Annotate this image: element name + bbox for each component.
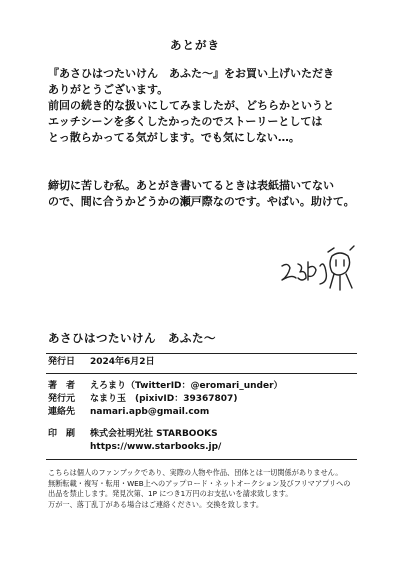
colophon-label: 発行日 [48, 357, 76, 367]
afterword-title: あとがき [170, 38, 220, 52]
colophon-value: 株式会社明光社 STARBOOKS [90, 429, 218, 439]
afterword-paragraph-1 [48, 66, 334, 98]
colophon-contact [48, 407, 209, 418]
colophon-printer [48, 429, 218, 440]
afterword-line: とっ散らかってる気がします。でも気にしない…。 [48, 131, 300, 144]
afterword-line: 『あさひはつたいけん あふた〜』をお買い上げいただき [48, 67, 334, 80]
afterword-line: 前回の続き的な扱いにしてみましたが、どちらかというと [48, 99, 334, 112]
author-signature [278, 244, 358, 294]
afterword-line: 締切に苦しむ私。あとがき書いてるときは表紙描いてない [48, 179, 334, 192]
colophon-published [48, 357, 155, 368]
colophon-label: 連絡先 [48, 407, 76, 417]
afterword-line: エッチシーンを多くしたかったのでストーリーとしては [48, 115, 323, 128]
book-title: あさひはつたいけん あふた〜 [48, 331, 216, 345]
colophon-value: namari.apb@gmail.com [90, 407, 210, 417]
divider [46, 459, 357, 460]
colophon-printer-url [48, 442, 221, 453]
colophon-value: えろまり（TwitterID：@eromari_under） [90, 381, 283, 391]
disclaimer-line: 万が一、落丁乱丁がある場合はご連絡ください。交換を致します。 [48, 499, 264, 509]
colophon-value: 2024年6月2日 [90, 357, 155, 367]
colophon-label: 発行元 [48, 394, 76, 404]
colophon-label: 著 者 [48, 381, 76, 391]
afterword-line: ありがとうございます。 [48, 83, 169, 96]
disclaimer-line: こちらは個人のファンブックであり、実際の人物や作品、団体とは一切関係がありません。 [48, 468, 343, 477]
afterword-line: ので、間に合うかどうかの瀬戸際なのです。やばい。助けて。 [48, 195, 355, 208]
colophon-author [48, 381, 283, 392]
disclaimer-line: 無断転載・複写・転用・WEB上へのアップロード・ネットオークション及びフリマアプリへの [48, 478, 351, 488]
colophon-label: 印 刷 [48, 429, 76, 439]
afterword-paragraph-2 [48, 98, 334, 146]
disclaimer [48, 468, 358, 510]
colophon-publisher [48, 394, 237, 405]
divider [46, 353, 357, 354]
afterword-paragraph-3 [48, 178, 355, 210]
colophon-value: なまり玉 (pixivID：39367807) [90, 394, 238, 404]
disclaimer-line: 出品を禁止します。発見次第、1P につき1万円のお支払いを請求致します。 [48, 489, 293, 498]
divider [46, 373, 357, 374]
printer-url: https://www.starbooks.jp/ [90, 442, 222, 452]
